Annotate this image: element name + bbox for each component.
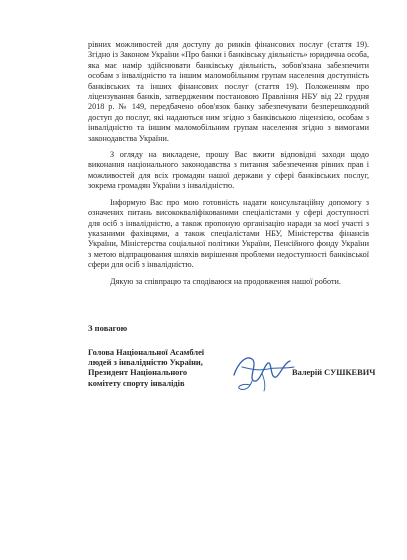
letter-body [88,40,369,287]
paragraph-accessibility-law [88,40,369,144]
handwritten-signature [228,345,300,395]
position-line: Голова Національної Асамблеї [88,348,205,357]
signer-name: Валерій СУШКЕВИЧ [292,368,376,377]
p1-line: ліцензією, особам з інвалідністю та іншим маломобільним групам населення [88,112,369,133]
p1-line: безперешкодний доступ до послуг, які надаються ним згідно з банківською [88,102,369,122]
paragraph-thanks: Дякую за співпрацю та сподіваюся на продовження нашої роботи. [110,276,341,286]
position-line: людей з інвалідністю України, [88,358,203,368]
p1-line: рівних можливостей для доступу до ринків фінансових послуг (стаття 19). [88,40,369,49]
p1-line: від 22 грудня 2018 р. № 149, передбачено обов'язок банку забезпечувати [88,92,369,112]
p1-line: згідно з вимогами законодавства України. [88,123,369,143]
p1-line: особам з інвалідністю та іншим маломобільним групам населення доступність [88,71,369,81]
paragraph-request: З огляду на викладене, прошу Вас вжити відповідні заходи щодо виконання національного законодавства з питання забезпечення рівних прав і можливостей для всіх громадян нашої держави у сфері банківських послуг, зокрема громадян України з інвалідністю. [88,150,369,191]
p1-line: банківських та інших фінансових послуг (стаття 19). Положенням [88,81,350,91]
p1-line: про ліцензування банків, затвердженим постановою Правління НБУ [88,81,369,102]
closing-greeting: З повагою [88,323,128,333]
signer-position [88,348,238,389]
p1-line: яка має намір здійснювати банківську діяльність, зобов'язана забезпечити [88,60,369,70]
position-line: комітету спорту інвалідів [88,378,185,388]
p1-line: Згідно із Законом України «Про банки і банківську діяльність» юридична особа, [88,50,369,60]
position-line: Президент Національного [88,368,188,378]
paragraph-consultation-offer: Інформую Вас про мою готовність надати консультаційну допомогу з означених питань висококваліфікованими спеціалістами у сфері доступності для осіб з інвалідністю, а також пропоную організацію наради за моєї участі з указаними фахівцями, а також спеціалістами НБУ, Міністерства фінансів України, Міністерства соціальної політики України, Пенсійного фонду України з метою відпрацювання шляхів вирішення проблеми недоступності банківської сфери для осіб з інвалідністю. [88,197,369,270]
